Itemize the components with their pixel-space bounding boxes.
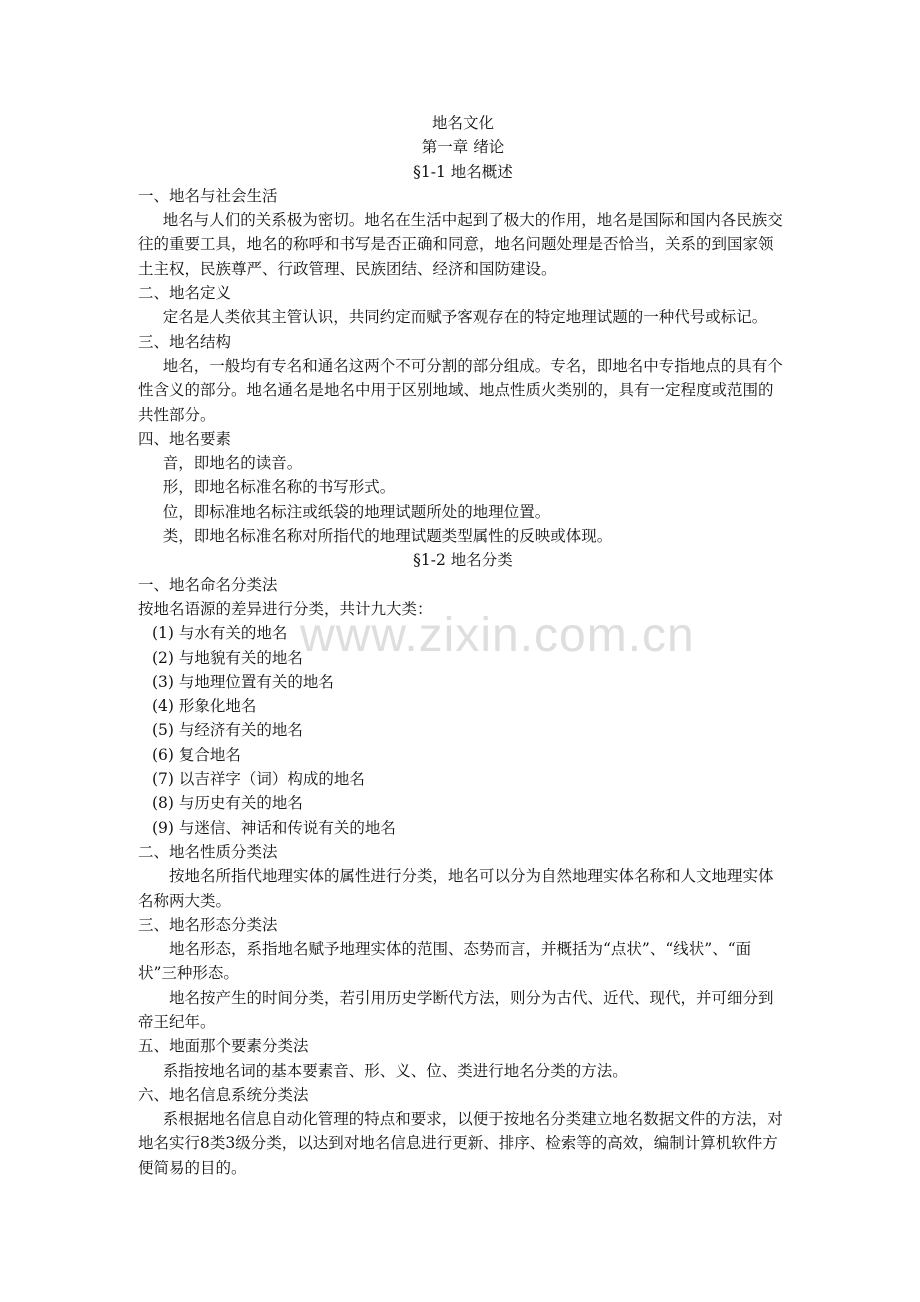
subheading: 二、地名性质分类法	[138, 842, 278, 861]
document-title: 地名文化	[431, 114, 494, 132]
list-item: (2) 与地貌有关的地名	[152, 648, 303, 667]
paragraph: 地名形态，系指地名赋予地理实体的范围、态势而言，并概括为“点状”、“线状”、“面状”三种形态。	[138, 940, 752, 983]
paragraph: 系根据地名信息自动化管理的特点和要求，以便于按地名分类建立地名数据文件的方法，对地名实行8类3级分类，以达到对地名信息进行更新、排序、检索等的高效，编制计算机软件方便简易的目的。	[138, 1110, 783, 1177]
chapter-heading: 第一章 绪论	[421, 138, 505, 157]
list-item: (8) 与历史有关的地名	[152, 794, 303, 813]
paragraph: 按地名所指代地理实体的属性进行分类，地名可以分为自然地理实体名称和人文地理实体名称两大类。	[138, 867, 774, 910]
subheading: 五、地面那个要素分类法	[138, 1037, 309, 1056]
paragraph: 音，即地名的读音。	[162, 454, 303, 473]
list-item: (1) 与水有关的地名	[152, 624, 288, 643]
subheading: 一、地名与社会生活	[138, 186, 278, 205]
subheading: 三、地名形态分类法	[138, 915, 278, 934]
paragraph: 类，即地名标准名称对所指代的地理试题类型属性的反映或体现。	[162, 527, 613, 546]
watermark: www.zixin.com.cn	[300, 609, 695, 662]
subheading: 四、地名要素	[138, 429, 232, 448]
subheading: 三、地名结构	[138, 332, 232, 351]
paragraph: 按地名语源的差异进行分类，共计九大类：	[138, 599, 433, 618]
category-list	[138, 621, 788, 840]
paragraph: 地名按产生的时间分类，若引用历史学断代方法，则分为古代、近代、现代，并可细分到帝王纪年。	[138, 988, 774, 1031]
document-body	[138, 111, 788, 1180]
paragraph: 位，即标准地名标注或纸袋的地理试题所处的地理位置。	[162, 502, 551, 521]
paragraph: 地名与人们的关系极为密切。地名在生活中起到了极大的作用，地名是国际和国内各民族交往的重要工具，地名的称呼和书写是否正确和同意，地名问题处理是否恰当，关系的到国家领土主权，民族尊严、行政管理、民族团结、经济和国防建设。	[138, 211, 783, 278]
subheading: 一、地名命名分类法	[138, 575, 278, 594]
paragraph: 定名是人类依其主管认识，共同约定而赋予客观存在的特定地理试题的一种代号或标记。	[162, 308, 768, 327]
list-item: (4) 形象化地名	[152, 697, 257, 716]
list-item: (6) 复合地名	[152, 745, 241, 764]
paragraph: 地名，一般均有专名和通名这两个不可分割的部分组成。专名，即地名中专指地点的具有个性含义的部分。地名通名是地名中用于区别地域、地点性质火类别的，具有一定程度或范围的共性部分。	[138, 356, 783, 424]
list-item: (5) 与经济有关的地名	[152, 721, 303, 740]
subheading: 六、地名信息系统分类法	[138, 1085, 309, 1104]
paragraph: 系指按地名词的基本要素音、形、义、位、类进行地名分类的方法。	[162, 1061, 628, 1080]
section-heading: §1-2 地名分类	[413, 551, 513, 570]
list-item: (9) 与迷信、神话和传说有关的地名	[152, 818, 396, 837]
section-heading: §1-1 地名概述	[413, 162, 513, 181]
list-item: (3) 与地理位置有关的地名	[152, 672, 334, 691]
subheading: 二、地名定义	[138, 284, 232, 303]
list-item: (7) 以吉祥字（词）构成的地名	[152, 770, 365, 789]
paragraph: 形，即地名标准名称的书写形式。	[162, 478, 396, 497]
